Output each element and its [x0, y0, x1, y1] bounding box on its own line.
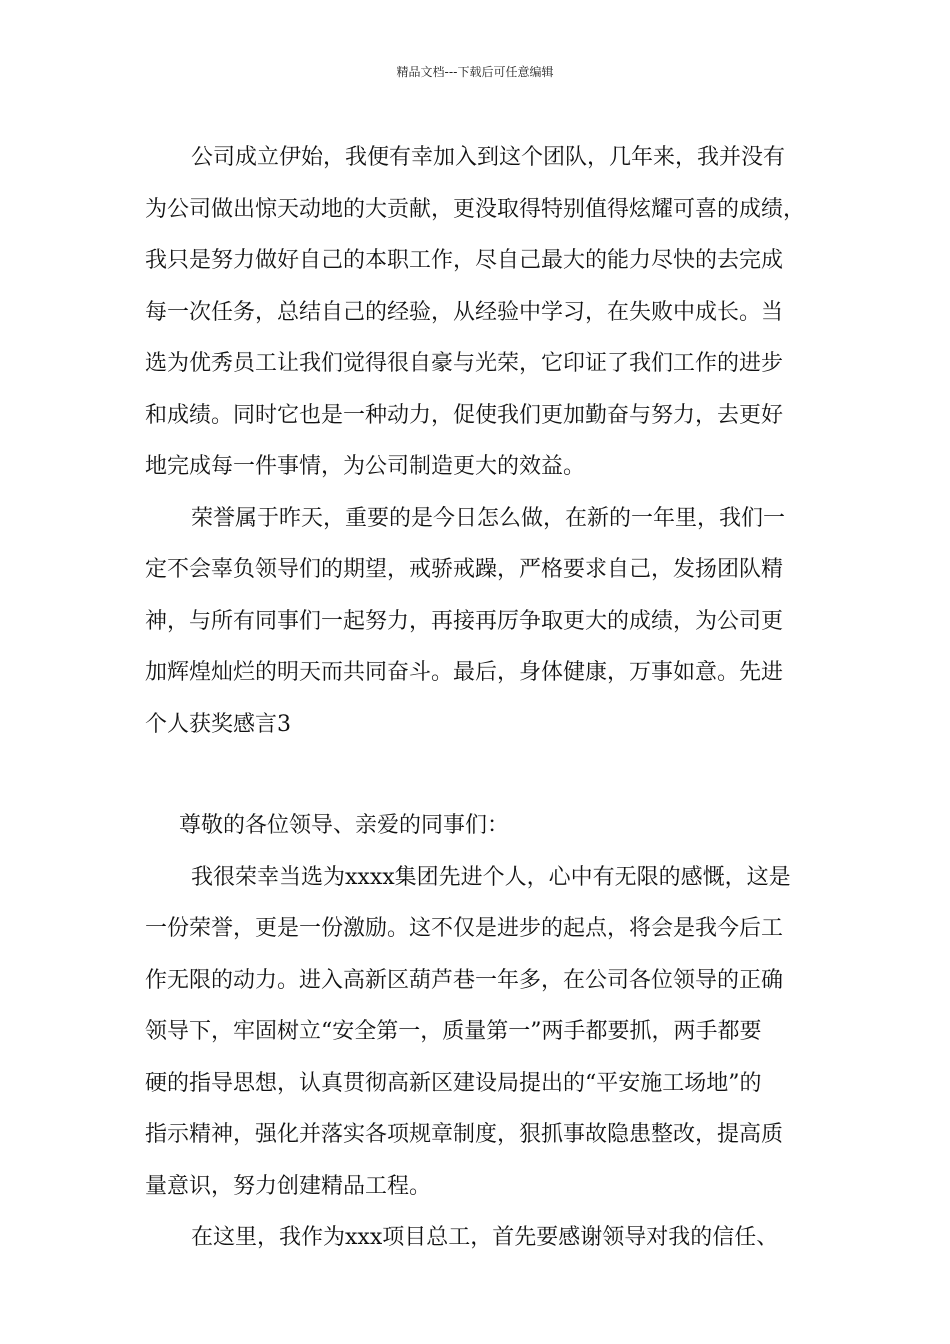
paragraph-2	[145, 493, 817, 751]
salutation: 尊敬的各位领导、亲爱的同事们：	[179, 813, 510, 838]
text-line: 硬的指导思想，认真贯彻高新区建设局提出的“平安施工场地”的	[145, 1070, 762, 1096]
text-line: 在这里，我作为xxx项目总工，首先要感谢领导对我的信任、	[191, 1225, 779, 1250]
text-line: 每一次任务，总结自己的经验，从经验中学习，在失败中成长。当	[145, 299, 784, 325]
text-line: 定不会辜负领导们的期望，戒骄戒躁，严格要求自己，发扬团队精	[145, 557, 784, 582]
text-line: 个人获奖感言3	[145, 711, 291, 737]
text-line: 加辉煌灿烂的明天而共同奋斗。最后，身体健康，万事如意。先进	[145, 660, 784, 685]
text-line: 神，与所有同事们一起努力，再接再厉争取更大的成绩，为公司更	[145, 608, 784, 634]
section-gap	[145, 750, 817, 800]
paragraph-3	[145, 852, 817, 1213]
text-line: 和成绩。同时它也是一种动力，促使我们更加勤奋与努力，去更好	[145, 402, 784, 428]
text-line: 为公司做出惊天动地的大贡献，更没取得特别值得炫耀可喜的成绩，	[145, 196, 806, 222]
text-line: 一份荣誉，更是一份激励。这不仅是进步的起点，将会是我今后工	[145, 916, 784, 941]
text-line: 量意识，努力创建精品工程。	[145, 1173, 432, 1199]
text-line: 领导下，牢固树立“安全第一，质量第一”两手都要抓，两手都要	[145, 1019, 762, 1044]
paragraph-1	[145, 132, 817, 493]
text-line: 指示精神，强化并落实各项规章制度，狠抓事故隐患整改，提高质	[145, 1122, 784, 1147]
text-line: 我只是努力做好自己的本职工作，尽自己最大的能力尽快的去完成	[145, 248, 784, 273]
paragraph-4	[145, 1212, 817, 1264]
text-line: 公司成立伊始，我便有幸加入到这个团队，几年来，我并没有	[191, 145, 786, 170]
text-line: 荣誉属于昨天，重要的是今日怎么做，在新的一年里，我们一	[191, 505, 786, 531]
text-line: 选为优秀员工让我们觉得很自豪与光荣，它印证了我们工作的进步	[145, 351, 784, 376]
document-body	[145, 132, 817, 1264]
text-line: 我很荣幸当选为xxxx集团先进个人，心中有无限的感慨，这是	[191, 864, 791, 890]
text-line: 作无限的动力。进入高新区葫芦巷一年多，在公司各位领导的正确	[145, 967, 784, 993]
text-line: 地完成每一件事情，为公司制造更大的效益。	[145, 454, 586, 479]
page-header: 精品文档---下载后可任意编辑	[396, 65, 554, 79]
